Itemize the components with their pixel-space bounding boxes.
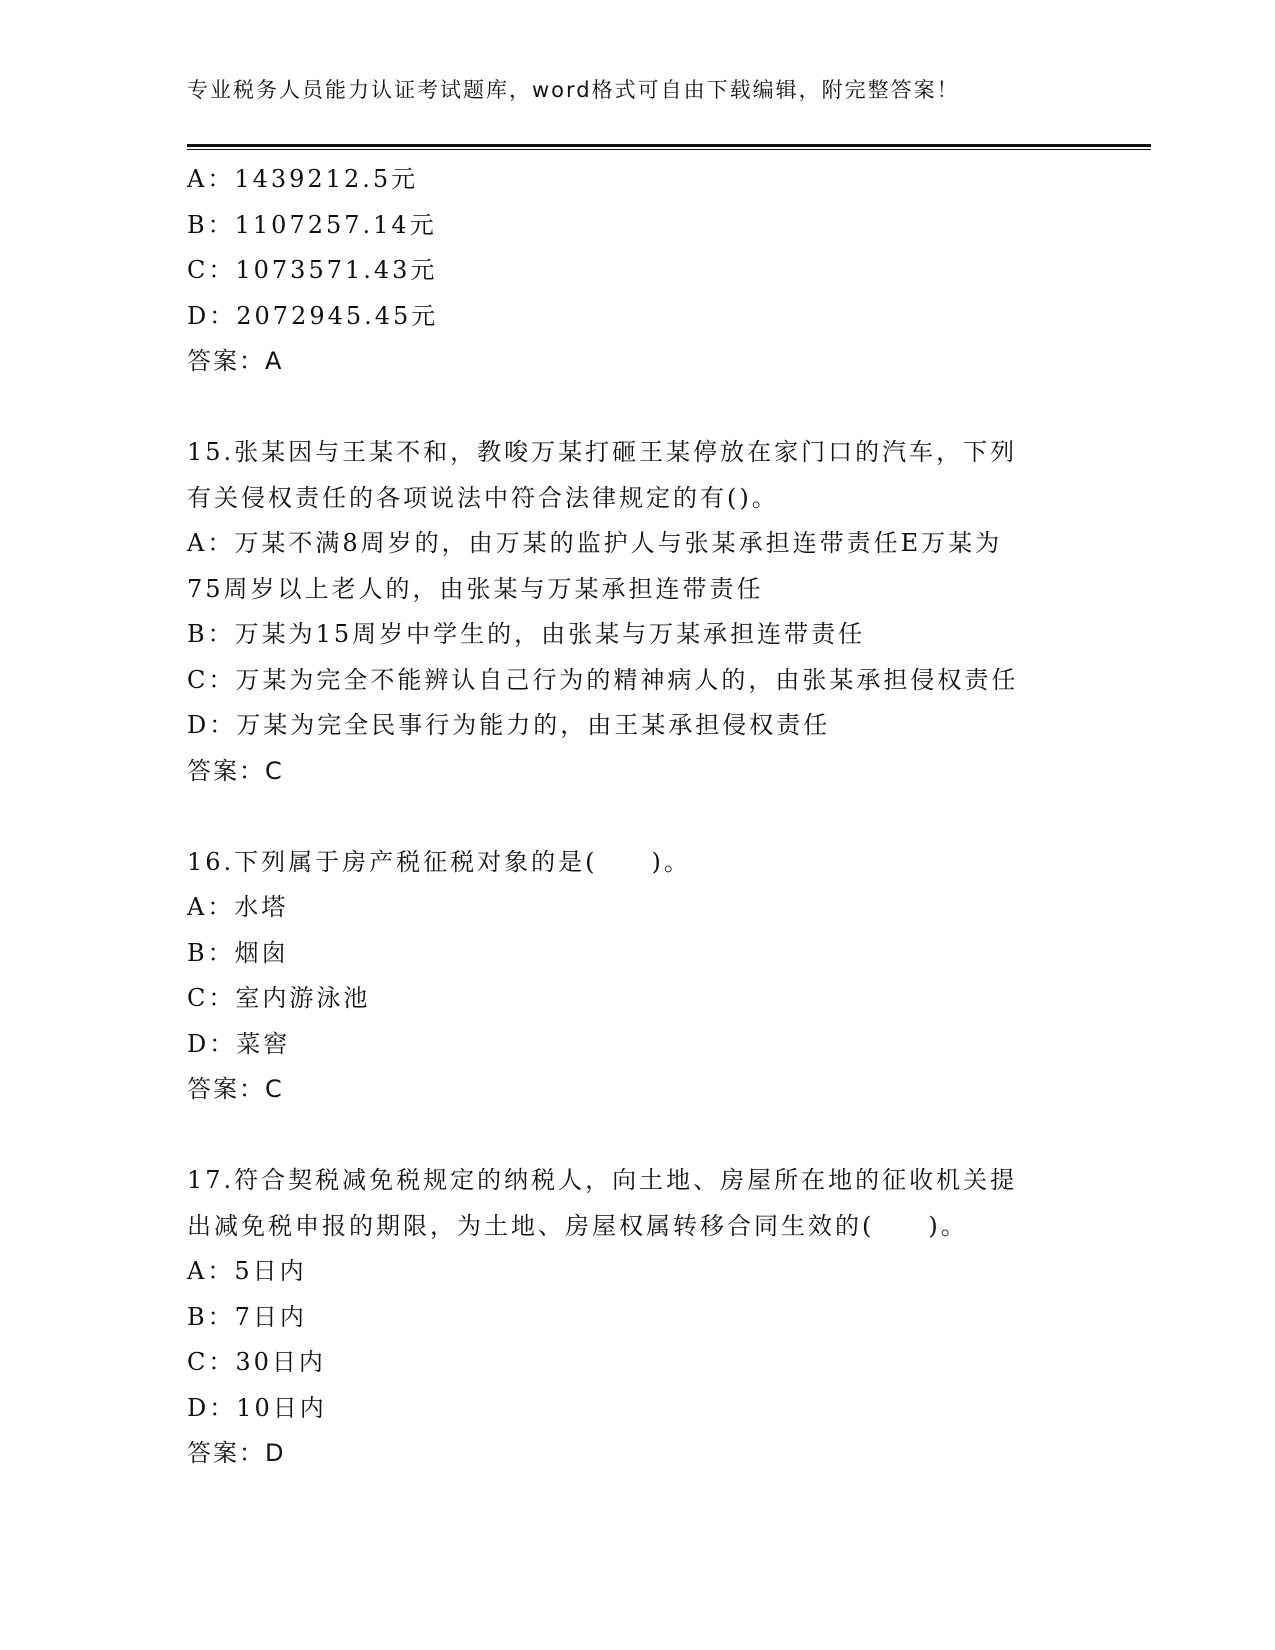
question-block-14-continued <box>187 157 1087 385</box>
option-line: C：1073571.43元 <box>187 256 438 284</box>
question-stem-line: 17.符合契税减免税规定的纳税人，向土地、房屋所在地的征收机关提 <box>187 1166 1018 1194</box>
block-spacer <box>187 385 1087 431</box>
option-line: D：菜窖 <box>187 1029 291 1058</box>
question-stem-line: 15.张某因与王某不和，教唆万某打砸王某停放在家门口的汽车，下列 <box>187 438 1018 466</box>
option-line: D：2072945.45元 <box>187 301 439 330</box>
document-body <box>187 157 1087 1477</box>
option-line: B：烟囱 <box>187 938 289 967</box>
option-line: D：万某为完全民事行为能力的，由王某承担侵权责任 <box>187 711 831 739</box>
header-divider <box>187 144 1151 150</box>
answer-line: 答案：A <box>187 347 284 375</box>
page-header: 专业税务人员能力认证考试题库，word格式可自由下载编辑，附完整答案！ <box>187 78 960 102</box>
option-line: A：1439212.5元 <box>187 165 419 193</box>
question-block-16 <box>187 840 1087 1113</box>
question-stem-line: 16.下列属于房产税征税对象的是( )。 <box>187 847 691 876</box>
answer-line: 答案：C <box>187 1075 284 1103</box>
question-block-17 <box>187 1158 1087 1477</box>
option-line: C：室内游泳池 <box>187 984 371 1012</box>
question-stem-line: 有关侵权责任的各项说法中符合法律规定的有()。 <box>187 483 779 512</box>
block-spacer <box>187 794 1087 840</box>
option-line: B：1107257.14元 <box>187 210 437 239</box>
option-line: C：万某为完全不能辨认自己行为的精神病人的，由张某承担侵权责任 <box>187 665 1019 694</box>
option-line: C：30日内 <box>187 1348 326 1376</box>
option-line: B：万某为15周岁中学生的，由张某与万某承担连带责任 <box>187 620 866 648</box>
option-line: B：7日内 <box>187 1302 307 1331</box>
question-block-15 <box>187 430 1087 794</box>
option-line: D：10日内 <box>187 1393 327 1422</box>
block-spacer <box>187 1113 1087 1159</box>
option-line: 75周岁以上老人的，由张某与万某承担连带责任 <box>187 574 764 603</box>
answer-line: 答案：D <box>187 1439 286 1467</box>
option-line: A：万某不满8周岁的，由万某的监护人与张某承担连带责任E万某为 <box>187 529 1003 557</box>
answer-line: 答案：C <box>187 756 284 785</box>
option-line: A：5日内 <box>187 1257 307 1285</box>
option-line: A：水塔 <box>187 893 289 921</box>
question-stem-line: 出减免税申报的期限，为土地、房屋权属转移合同生效的( )。 <box>187 1211 968 1240</box>
